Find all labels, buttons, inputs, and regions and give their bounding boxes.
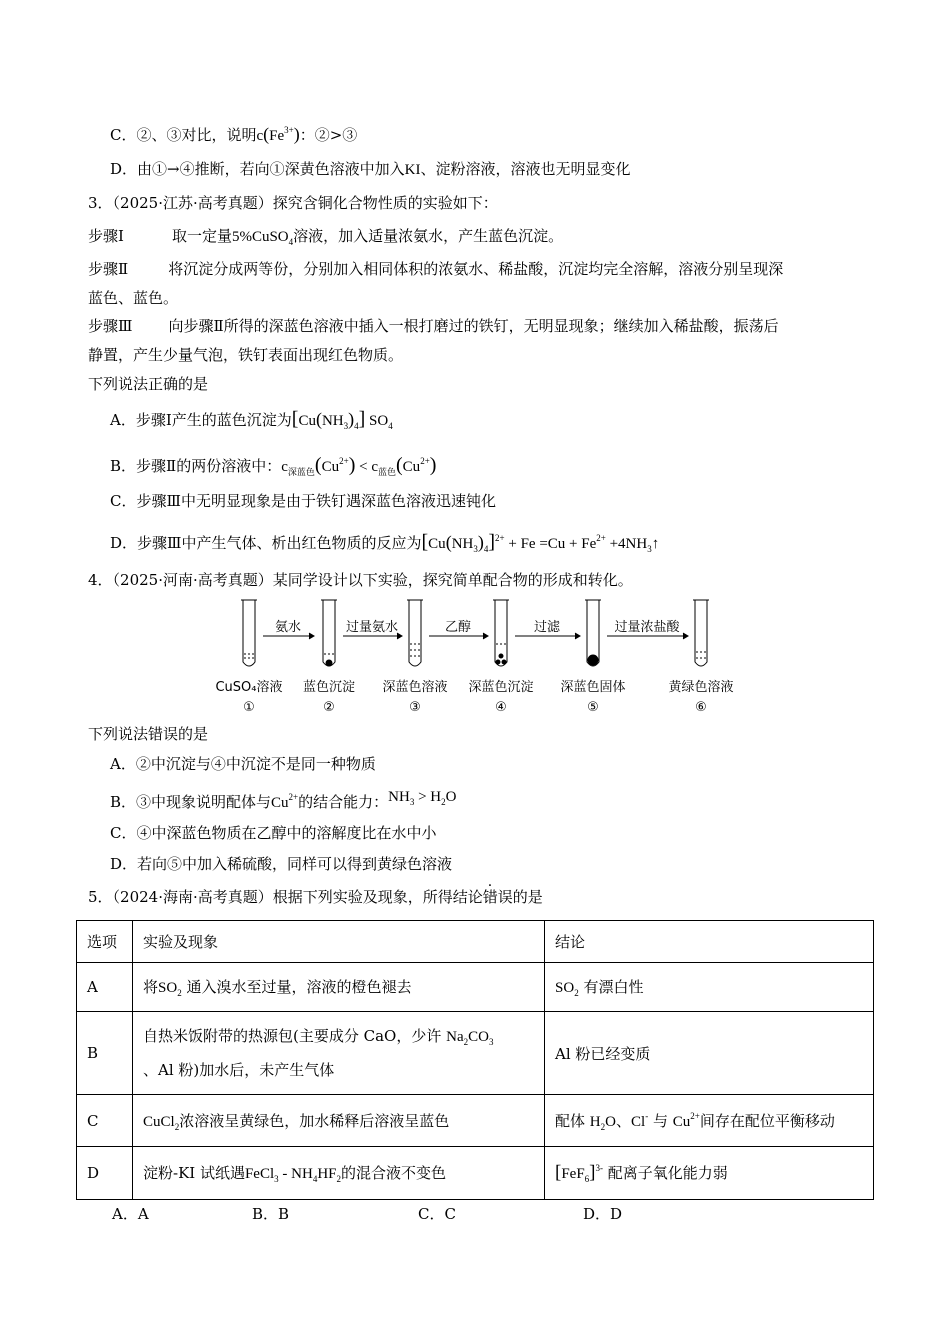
q5-table (76, 920, 874, 1200)
q3-option-c: C．步骤Ⅲ中无明显现象是由于铁钉遇深蓝色溶液迅速钝化 (110, 492, 496, 510)
header-option: 选项 (77, 921, 133, 963)
q3-option-d: D．步骤Ⅲ中产生气体、析出红色物质的反应为$[Cu(NH_3)_4]^{2+} + Fe =Cu + Fe^{2+}$ $+4NH_3↑$ (110, 531, 660, 554)
arrow-label-4: 过滤 (533, 620, 561, 635)
q3-option-b: B．步骤Ⅱ的两份溶液中：$c_{深蓝色}(Cu^{2+}) < c_{蓝色}(Cu^{2+})$ (110, 454, 437, 477)
arrow-label-3: 乙醇 (444, 620, 472, 635)
tube-number-5: ⑤ (587, 700, 599, 715)
row-conclusion: 配体 $H_2O$、Cl- 与 $Cu^{2+}$间存在配位平衡移动 (545, 1095, 874, 1147)
q3-question: 下列说法正确的是 (88, 375, 209, 393)
tube-label-5: 深蓝色固体 (560, 680, 626, 695)
q3-option-a: A．步骤Ⅰ产生的蓝色沉淀为$[Cu(NH_3)_4]$ $SO_4$ (110, 408, 393, 431)
tube-5 (585, 600, 601, 666)
row-option: D (77, 1147, 133, 1200)
table-row (77, 1095, 874, 1147)
row-conclusion: Al 粉已经变质 (545, 1012, 874, 1095)
answer-d: D．D (583, 1205, 623, 1223)
tube-3 (407, 600, 423, 666)
q4-question: 下列说法错误的是 (88, 725, 209, 743)
q4-option-b: B．③中现象说明配体与$Cu^{2+}$的结合能力：$NH_3 > H_2O$ (110, 789, 457, 811)
row-experiment: CuCl$_2$浓溶液呈黄绿色，加水稀释后溶液呈蓝色 (133, 1095, 545, 1147)
table-row (77, 963, 874, 1012)
q4-experiment-diagram (205, 596, 765, 716)
answer-b: B．B (252, 1205, 290, 1223)
q4-option-d: D．若向⑤中加入稀硫酸，同样可以得到黄绿色溶液 (110, 855, 453, 873)
row-option: A (77, 963, 133, 1012)
tube-label-2: 蓝色沉淀 (302, 680, 356, 695)
q3-step1: 步骤Ⅰ 取一定量5%CuSO$_4$溶液，加入适量浓氨水，产生蓝色沉淀。 (88, 227, 564, 247)
table-header-row (77, 921, 874, 963)
q3-step3: 步骤Ⅲ 向步骤Ⅱ所得的深蓝色溶液中插入一根打磨过的铁钉，无明显现象；继续加入稀盐酸，振荡后 (88, 317, 779, 335)
arrow-label-1: 氨水 (274, 620, 302, 635)
answer-a: A．A (112, 1205, 149, 1223)
q4-option-a: A．②中沉淀与④中沉淀不是同一种物质 (110, 755, 376, 773)
arrow-label-5: 过量浓盐酸 (614, 620, 680, 635)
q3-stem: 3．（2025·江苏·高考真题）探究含铜化合物性质的实验如下： (88, 194, 498, 212)
tube-4 (493, 600, 509, 666)
tube-1 (241, 600, 257, 666)
tube-number-3: ③ (409, 700, 421, 715)
row-experiment: 淀粉-KI 试纸遇FeCl$_3$ - $NH_4HF_2$的混合液不变色 (133, 1147, 545, 1200)
tube-number-2: ② (323, 700, 335, 715)
tube-number-4: ④ (495, 700, 507, 715)
row-option: C (77, 1095, 133, 1147)
q5-stem: 5．（2024·海南·高考真题）根据下列实验及现象，所得结论错误的是 (88, 888, 543, 906)
q4-stem: 4．（2025·河南·高考真题）某同学设计以下实验，探究简单配合物的形成和转化。 (88, 571, 633, 589)
q3-step3-cont: 静置，产生少量气泡，铁钉表面出现红色物质。 (88, 346, 404, 364)
q3-step2: 步骤Ⅱ 将沉淀分成两等份，分别加入相同体积的浓氨水、稀盐酸，沉淀均完全溶解，溶液分别呈现深 (88, 260, 784, 278)
table-row (77, 1012, 874, 1095)
tube-6 (693, 600, 709, 666)
tube-label-3: 深蓝色溶液 (382, 680, 448, 695)
row-option: B (77, 1012, 133, 1095)
q3-step2-cont: 蓝色、蓝色。 (88, 289, 179, 307)
header-conclusion: 结论 (545, 921, 874, 963)
tube-label-4: 深蓝色沉淀 (468, 680, 534, 695)
arrow-label-2: 过量氨水 (345, 620, 399, 635)
tube-label-6: 黄绿色溶液 (668, 680, 734, 695)
q2-option-c: C．②、③对比，说明$c(Fe^{3+})$：②>③ (110, 124, 358, 144)
tube-number-1: ① (243, 700, 255, 715)
row-experiment: 将$SO_2$ 通入溴水至过量，溶液的橙色褪去 (133, 963, 545, 1012)
header-experiment: 实验及现象 (133, 921, 545, 963)
tube-number-6: ⑥ (695, 700, 707, 715)
table-row (77, 1147, 874, 1200)
tube-2 (321, 600, 337, 666)
q2-option-d: D．由①→④推断，若向①深黄色溶液中加入KI、淀粉溶液，溶液也无明显变化 (110, 160, 631, 178)
row-conclusion: $SO_2$ 有漂白性 (545, 963, 874, 1012)
row-experiment: 自热米饭附带的热源包(主要成分 CaO，少许 $Na_2CO_3$ 、Al 粉)加水后，未产生气体 (133, 1012, 545, 1095)
emphasis-wrong: 错误 (482, 888, 513, 906)
q4-option-c: C．④中深蓝色物质在乙醇中的溶解度比在水中小 (110, 824, 437, 842)
answer-c: C．C (418, 1205, 456, 1223)
row-conclusion: $[FeF_6]^{3-}$ 配离子氧化能力弱 (545, 1147, 874, 1200)
tube-label-1: CuSO₄溶液 (215, 680, 283, 695)
